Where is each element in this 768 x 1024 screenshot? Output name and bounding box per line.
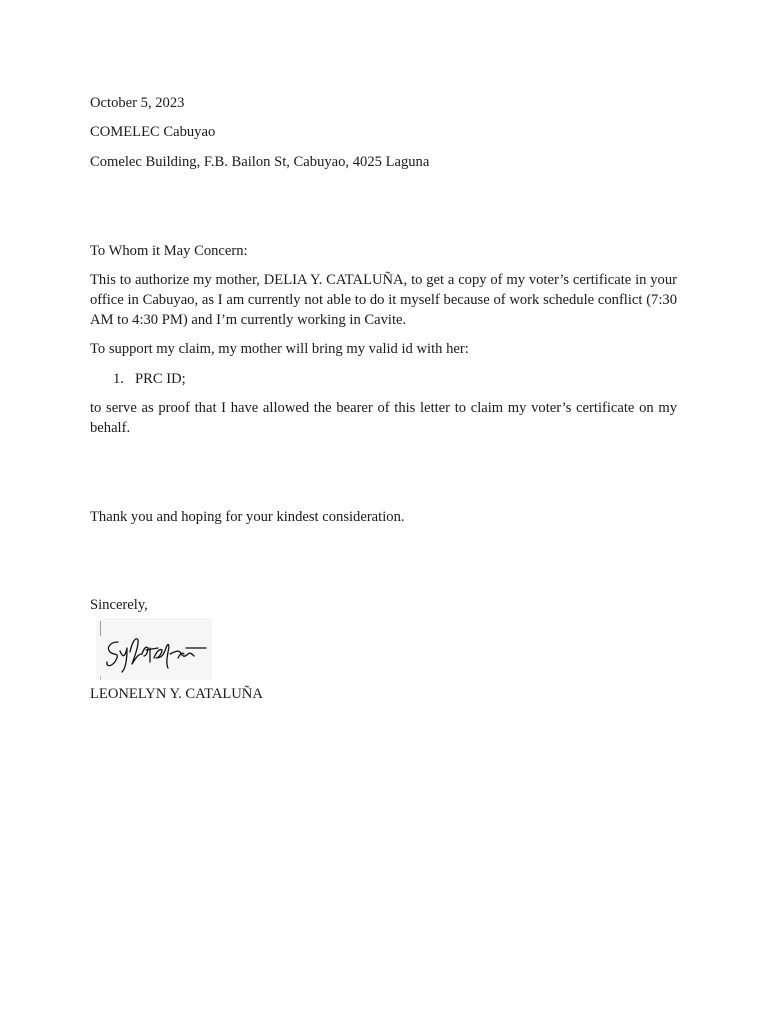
- complimentary-close: Sincerely,: [90, 597, 148, 613]
- signature-image: [96, 618, 212, 680]
- list-item: [113, 369, 186, 389]
- list-item-text: PRC ID;: [135, 371, 186, 387]
- recipient-address: Comelec Building, F.B. Bailon St, Cabuyao, 4025 Laguna: [90, 154, 430, 170]
- body-paragraph-authorization: This to authorize my mother, DELIA Y. CATALUÑA, to get a copy of my voter’s certificate in your office in Cabuyao, as I am currently not able to do it myself because of work schedule conflict (7:30 AM to 4:30 PM) and I’m currently working in Cavite.: [90, 272, 677, 328]
- signatory-name: LEONELYN Y. CATALUÑA: [90, 686, 263, 702]
- body-paragraph-proof: to serve as proof that I have allowed the bearer of this letter to claim my voter’s certificate on my behalf.: [90, 400, 677, 436]
- body-paragraph-support: To support my claim, my mother will bring my valid id with her:: [90, 341, 469, 357]
- salutation: To Whom it May Concern:: [90, 243, 248, 259]
- closing-line: Thank you and hoping for your kindest consideration.: [90, 509, 405, 525]
- list-item-number: 1.: [113, 371, 124, 387]
- recipient-name: COMELEC Cabuyao: [90, 124, 216, 140]
- signature-icon: [96, 618, 212, 680]
- letter-date: October 5, 2023: [90, 95, 185, 111]
